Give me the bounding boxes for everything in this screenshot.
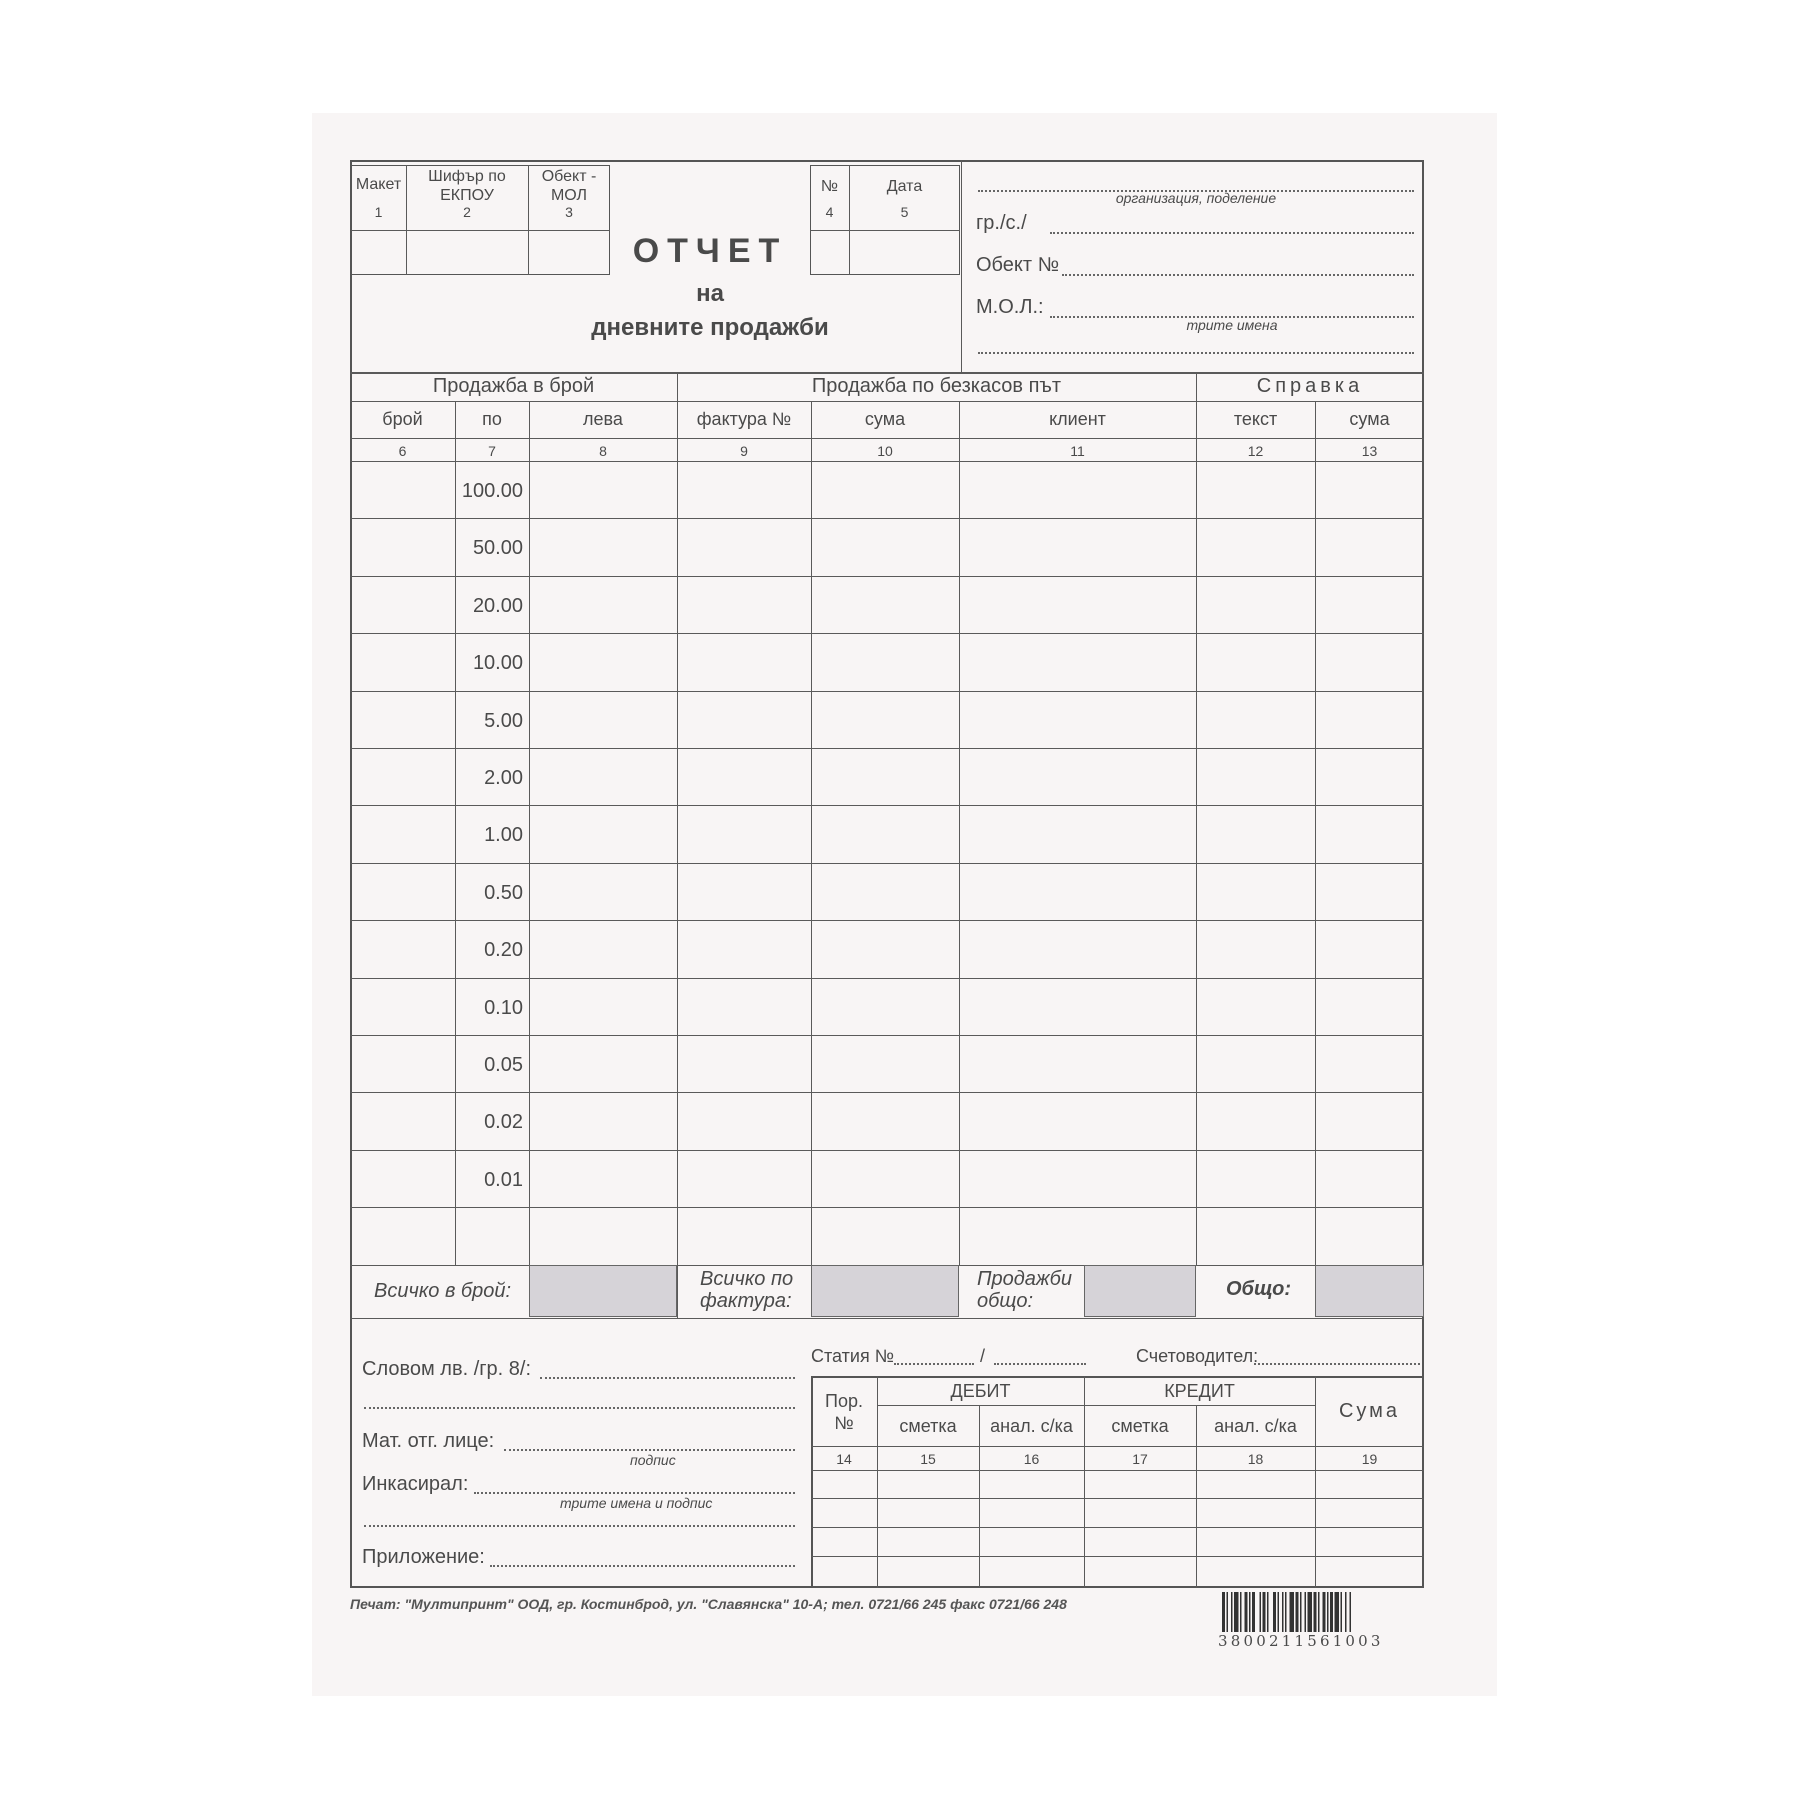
in-words-field[interactable] [540, 1377, 795, 1379]
ledger-col-num-18: 18 [1247, 1451, 1264, 1467]
row-divider [350, 576, 1424, 577]
ekpou-label-1: Шифър по [428, 168, 506, 185]
barcode-bar [1318, 1592, 1320, 1632]
total-cash-field[interactable] [529, 1265, 677, 1317]
object-label: Обект № [976, 254, 1060, 276]
row-divider [350, 691, 1424, 692]
names-caption: трите имена [1186, 317, 1278, 333]
grand-total-label: Общо: [1226, 1278, 1292, 1300]
article-label: Статия № [811, 1346, 895, 1366]
barcode-bar [1252, 1592, 1255, 1632]
barcode-bar [1227, 1592, 1229, 1632]
row-divider [350, 978, 1424, 979]
col-num-9: 9 [740, 443, 748, 459]
col-count-header: брой [382, 409, 423, 429]
denomination-value: 0.01 [484, 1168, 523, 1191]
barcode-bar [1282, 1592, 1284, 1632]
maket-label: Макет [355, 176, 402, 193]
ledger-credit-account: сметка [1111, 1416, 1169, 1436]
row-divider [350, 1150, 1424, 1151]
denomination-value: 0.50 [484, 881, 523, 904]
date-label: Дата [886, 178, 923, 195]
group-cash-header: Продажба в брой [432, 375, 595, 397]
ledger-col-num-15: 15 [920, 1451, 936, 1467]
attachment-field[interactable] [490, 1565, 795, 1567]
denomination-value: 0.20 [484, 939, 523, 962]
group-reference-header: Справка [1256, 375, 1364, 397]
col-sum-header: сума [864, 409, 906, 429]
barcode-bar [1345, 1592, 1347, 1632]
maket-num: 1 [374, 204, 383, 220]
obekt-label-2: МОЛ [550, 187, 588, 204]
number-label: № [820, 178, 839, 195]
col-num-13: 13 [1361, 443, 1378, 459]
obekt-label-1: Обект - [541, 168, 597, 185]
barcode-bar [1290, 1592, 1295, 1632]
barcode-bar [1300, 1592, 1302, 1632]
ledger-debit-account: сметка [899, 1416, 957, 1436]
signature-caption: подпис [630, 1452, 676, 1468]
barcode-bar [1267, 1592, 1269, 1632]
ledger-num-label-2: № [834, 1413, 854, 1433]
responsible-person-label: Мат. отг. лице: [362, 1430, 495, 1452]
report-subtitle: дневните продажби [591, 314, 829, 341]
number-num: 4 [825, 204, 834, 220]
col-num-10: 10 [877, 443, 893, 459]
denomination-value: 50.00 [472, 537, 523, 560]
ledger-credit-header: КРЕДИТ [1164, 1381, 1235, 1401]
ledger-credit-analytic: анал. с/ка [1214, 1416, 1297, 1436]
row-divider [350, 805, 1424, 806]
col-leva-header: лева [583, 409, 623, 429]
group-noncash-header: Продажба по безкасов път [811, 375, 1062, 397]
ledger-debit-analytic: анал. с/ка [990, 1416, 1073, 1436]
ledger-col-num-17: 17 [1132, 1451, 1148, 1467]
barcode-bar [1245, 1592, 1248, 1632]
barcode-bar [1273, 1592, 1276, 1632]
denomination-value: 20.00 [472, 594, 523, 617]
barcode-bar [1240, 1592, 1242, 1632]
col-num-11: 11 [1070, 443, 1085, 459]
barcode-bar [1260, 1592, 1262, 1632]
article-separator: / [980, 1346, 986, 1366]
ledger-col-num-16: 16 [1023, 1451, 1040, 1467]
grand-total-field[interactable] [1315, 1265, 1424, 1317]
ekpou-num: 2 [463, 204, 471, 220]
mol-label: М.О.Л.: [976, 296, 1044, 318]
total-invoice-field[interactable] [811, 1265, 959, 1317]
total-invoice-label-2: фактура: [700, 1290, 792, 1312]
denomination-value: 100.00 [461, 480, 523, 502]
article-field-2[interactable] [994, 1363, 1086, 1365]
barcode-bar [1278, 1592, 1280, 1632]
barcode-number: 3800211561003 [1218, 1632, 1384, 1650]
barcode-bar [1335, 1592, 1340, 1632]
row-divider [350, 1092, 1424, 1093]
denomination-value: 2.00 [484, 767, 523, 789]
collected-by-label: Инкасирал: [362, 1473, 469, 1495]
col-client-header: клиент [1049, 409, 1106, 429]
col-num-12: 12 [1247, 443, 1264, 459]
report-title: ОТЧЕТ [632, 232, 788, 270]
date-num: 5 [900, 204, 909, 220]
denomination-value: 0.05 [484, 1054, 523, 1076]
row-divider [350, 1207, 1424, 1208]
denomination-value: 0.10 [484, 996, 523, 1019]
report-title-on: на [696, 280, 724, 307]
row-divider [350, 1035, 1424, 1036]
total-cash-label: Всичко в брой: [374, 1280, 512, 1302]
total-invoice-label-1: Всичко по [700, 1268, 794, 1290]
article-field-1[interactable] [894, 1363, 974, 1365]
col-text-header: текст [1233, 409, 1278, 429]
barcode-bar [1327, 1592, 1329, 1632]
ledger-col-num-19: 19 [1361, 1451, 1378, 1467]
obekt-num: 3 [565, 204, 573, 220]
barcode-bar [1263, 1592, 1266, 1632]
collected-by-field[interactable] [474, 1492, 795, 1494]
total-sales-label-1: Продажби [977, 1268, 1073, 1290]
row-divider [350, 863, 1424, 864]
col-num-6: 6 [398, 443, 407, 459]
in-words-label: Словом лв. /гр. 8/: [362, 1358, 532, 1380]
ledger-num-label-1: Пор. [825, 1391, 863, 1411]
row-divider [350, 633, 1424, 634]
col-by-header: по [482, 409, 502, 429]
responsible-person-field[interactable] [504, 1449, 795, 1451]
printer-info: Печат: "Мултипринт" ООД, гр. Костинброд, ул. "Славянска" 10-А; тел. 0721/66 245 факс 0721/66 248 [350, 1596, 1067, 1612]
barcode-bar [1234, 1592, 1239, 1632]
denomination-value: 10.00 [472, 652, 523, 675]
barcode-bar [1350, 1592, 1352, 1632]
city-label: гр./с./ [976, 212, 1027, 234]
barcode-bar [1323, 1592, 1326, 1632]
accountant-label: Счетоводител: [1136, 1346, 1259, 1366]
barcode-icon [1222, 1592, 1426, 1632]
barcode-bar [1249, 1592, 1251, 1632]
attachment-label: Приложение: [362, 1546, 485, 1568]
ledger-debit-header: ДЕБИТ [950, 1381, 1011, 1401]
total-sales-label-2: общо: [977, 1290, 1034, 1312]
accountant-field[interactable] [1254, 1363, 1420, 1365]
row-divider [350, 920, 1424, 921]
ledger-sum-header: Сума [1338, 1400, 1401, 1422]
ekpou-label-2: ЕКПОУ [440, 187, 494, 204]
denomination-value: 0.02 [484, 1111, 523, 1134]
barcode-bar [1296, 1592, 1299, 1632]
row-divider [350, 518, 1424, 519]
barcode-bar [1285, 1592, 1287, 1632]
org-caption: организация, поделение [1115, 190, 1277, 206]
col-num-7: 7 [488, 443, 496, 459]
ledger-col-num-14: 14 [836, 1451, 852, 1467]
barcode-bar [1308, 1592, 1313, 1632]
row-divider [350, 748, 1424, 749]
barcode-bar [1222, 1592, 1225, 1632]
barcode-bar [1341, 1592, 1343, 1632]
barcode-bar [1314, 1592, 1317, 1632]
denomination-value: 5.00 [484, 709, 523, 732]
col-invoice-header: фактура № [696, 409, 792, 429]
col-num-8: 8 [599, 443, 607, 459]
barcode-bar [1305, 1592, 1307, 1632]
denomination-value: 1.00 [484, 824, 523, 847]
names-signature-caption: трите имена и подпис [560, 1495, 713, 1511]
barcode-bar [1231, 1592, 1233, 1632]
total-sales-field[interactable] [1084, 1265, 1196, 1317]
barcode-bar [1330, 1592, 1333, 1632]
col-ref-sum-header: сума [1349, 409, 1390, 429]
